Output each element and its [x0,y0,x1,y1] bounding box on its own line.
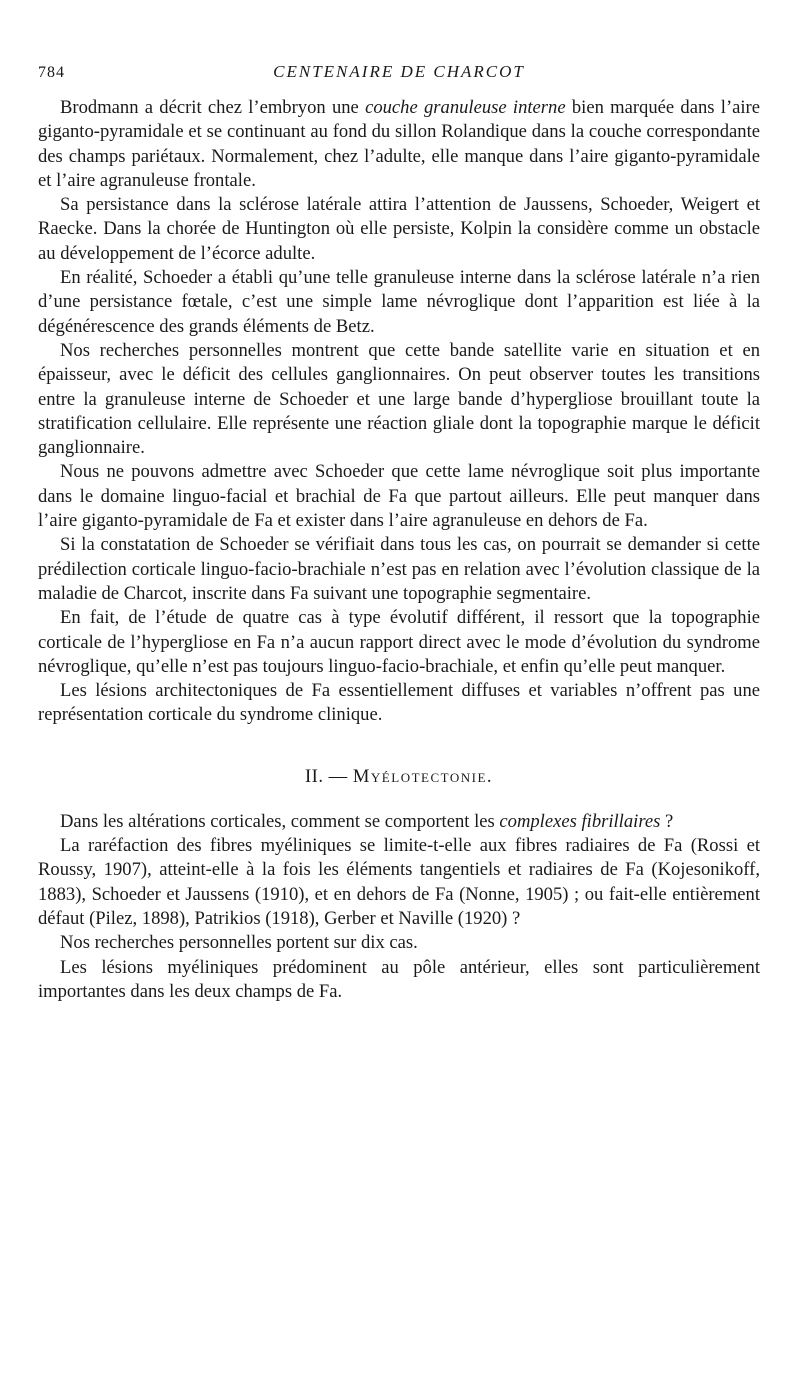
page-header [38,60,760,88]
page-number: 784 [38,64,65,81]
paragraph [38,834,760,931]
paragraph [38,193,760,266]
text-run: Nous ne pouvons admettre avec Schoeder que cette lame névroglique soit plus importante dans le domaine linguo-facial et brachial de Fa que partout ailleurs. Elle peut manquer dans l’aire giganto-pyramidale de Fa et exister dans l’aire agranuleuse en dehors de Fa. [38,461,760,532]
italic-text: couche granuleuse interne [365,97,566,118]
text-run: Sa persistance dans la sclérose latérale attira l’attention de Jaussens, Schoeder, Weigert et Raecke. Dans la chorée de Huntington où elle persiste, Kolpin la considère comme un obstacle au développement de l’écorce adulte. [38,194,760,264]
body-text-after [38,810,760,1004]
document-page [38,60,760,1004]
paragraph [38,266,760,339]
text-run: ? [660,810,674,832]
paragraph [38,96,760,193]
paragraph [38,810,760,834]
paragraph [38,339,760,460]
section-number: II. — [304,765,353,787]
paragraph [38,460,760,533]
text-run: La raréfaction des fibres myéliniques se limite-t-elle aux fibres radiaires de Fa (Rossi et Roussy, 1907), atteint-elle à la fois les éléments tangentiels et radiaires de Fa (Kojesonikoff, 1883), Schoeder et Jaussens (1910), et en dehors de Fa (Nonne, 1905) ; ou fait-elle entièrement défaut (Pilez, 1898), Patrikios (1918), Gerber et Naville (1920) ? [38,835,760,929]
italic-text: complexes fibrillaires [499,810,661,832]
text-run: bien marquée dans l’aire giganto-pyramidale et se continuant au fond du sillon Rolandique dans la couche correspondante des champs pariétaux. Normalement, chez l’adulte, elle manque dans l’aire giganto-pyramidale et l’aire agranuleuse frontale. [38,97,760,191]
paragraph [38,956,760,1005]
text-run: Nos recherches personnelles portent sur dix cas. [60,932,418,954]
text-run: En fait, de l’étude de quatre cas à type évolutif différent, il ressort que la topographie corticale de l’hypergliose en Fa n’a aucun rapport direct avec le mode d’évolution du syndrome névroglique, qu’elle n’est pas toujours linguo-facio-brachiale, et enfin qu’elle peut manquer. [38,607,760,677]
section-title: Myélotectonie. [352,765,494,787]
paragraph [38,606,760,679]
paragraph [38,679,760,728]
paragraph [38,931,760,955]
text-run: En réalité, Schoeder a établi qu’une telle granuleuse interne dans la sclérose latérale n’a rien d’une persistance fœtale, c’est une simple lame névroglique dont l’apparition est liée à la dégénérescence des grands éléments de Betz. [38,267,760,337]
running-head: CENTENAIRE DE CHARCOT [273,62,525,81]
text-run: Nos recherches personnelles montrent que cette bande satellite varie en situation et en épaisseur, avec le déficit des cellules ganglionnaires. On peut observer toutes les transitions entre la granuleuse interne de Schoeder et une large bande d’hypergliose brouillant toute la stratification cellulaire. Elle représente une réaction gliale dont la topographie marque le déficit ganglionnaire. [38,339,760,459]
text-run: Si la constatation de Schoeder se vérifiait dans tous les cas, on pourrait se demander si cette prédilection corticale linguo-facio-brachiale n’est pas en relation avec l’évolution classique de la maladie de Charcot, inscrite dans Fa suivant une topographie segmentaire. [38,534,760,604]
body-text-before [38,96,760,728]
text-run: Dans les altérations corticales, comment se comportent les [60,810,500,832]
text-run: Brodmann a décrit chez l’embryon une [60,97,366,118]
text-run: Les lésions myéliniques prédominent au pôle antérieur, elles sont particulièrement importantes dans les deux champs de Fa. [38,956,760,1002]
section-heading [38,766,760,788]
text-run: Les lésions architectoniques de Fa essentiellement diffuses et variables n’offrent pas une représentation corticale du syndrome clinique. [38,680,760,726]
paragraph [38,533,760,606]
